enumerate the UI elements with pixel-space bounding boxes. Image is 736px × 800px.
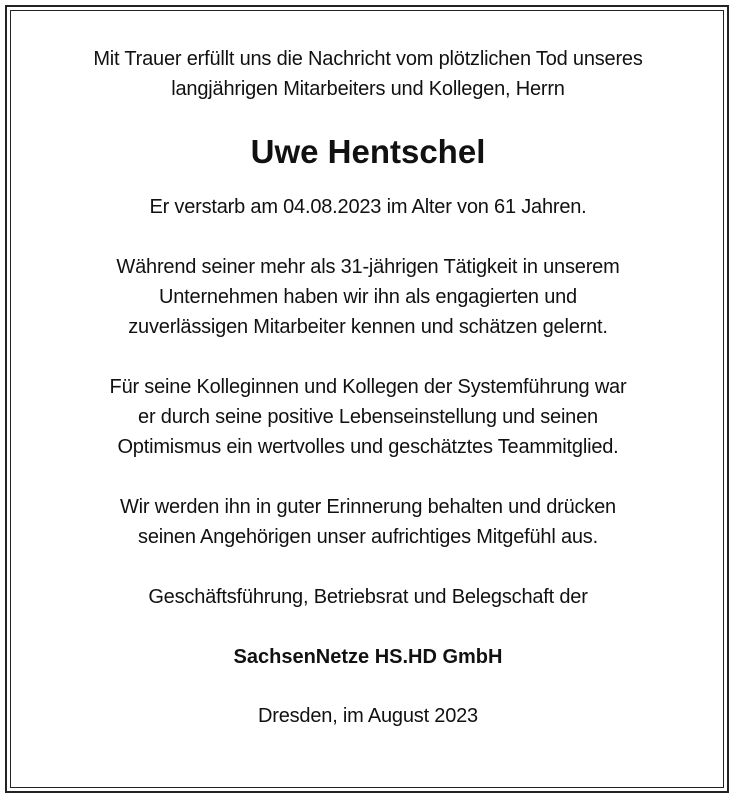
career-paragraph	[20, 252, 716, 342]
remembrance-line-2: seinen Angehörigen unser aufrichtiges Mitgefühl aus.	[138, 526, 598, 548]
colleagues-line-3: Optimismus ein wertvolles und geschätztes Teammitglied.	[117, 436, 619, 458]
career-line-3: zuverlässigen Mitarbeiter kennen und schätzen gelernt.	[128, 316, 608, 338]
company-name: SachsenNetze HS.HD GmbH	[233, 646, 503, 668]
obituary-notice	[20, 44, 716, 731]
remembrance-line-1: Wir werden ihn in guter Erinnerung behalten und drücken	[120, 496, 616, 518]
career-line-2: Unternehmen haben wir ihn als engagierten und	[159, 286, 577, 308]
colleagues-line-1: Für seine Kolleginnen und Kollegen der Systemführung war	[109, 376, 627, 398]
intro-line-1: Mit Trauer erfüllt uns die Nachricht vom plötzlichen Tod unseres	[93, 48, 643, 70]
deceased-name: Uwe Hentschel	[250, 133, 486, 170]
intro-line-2: langjährigen Mitarbeiters und Kollegen, Herrn	[171, 78, 565, 100]
place-date: Dresden, im August 2023	[258, 705, 478, 727]
colleagues-paragraph	[20, 372, 716, 462]
remembrance-paragraph	[20, 492, 716, 552]
colleagues-line-2: er durch seine positive Lebenseinstellung und seinen	[138, 406, 598, 428]
intro-text	[20, 44, 716, 104]
career-line-1: Während seiner mehr als 31-jährigen Tätigkeit in unserem	[116, 256, 620, 278]
death-date-line: Er verstarb am 04.08.2023 im Alter von 61 Jahren.	[149, 196, 587, 218]
signers-line: Geschäftsführung, Betriebsrat und Belegschaft der	[148, 586, 588, 608]
